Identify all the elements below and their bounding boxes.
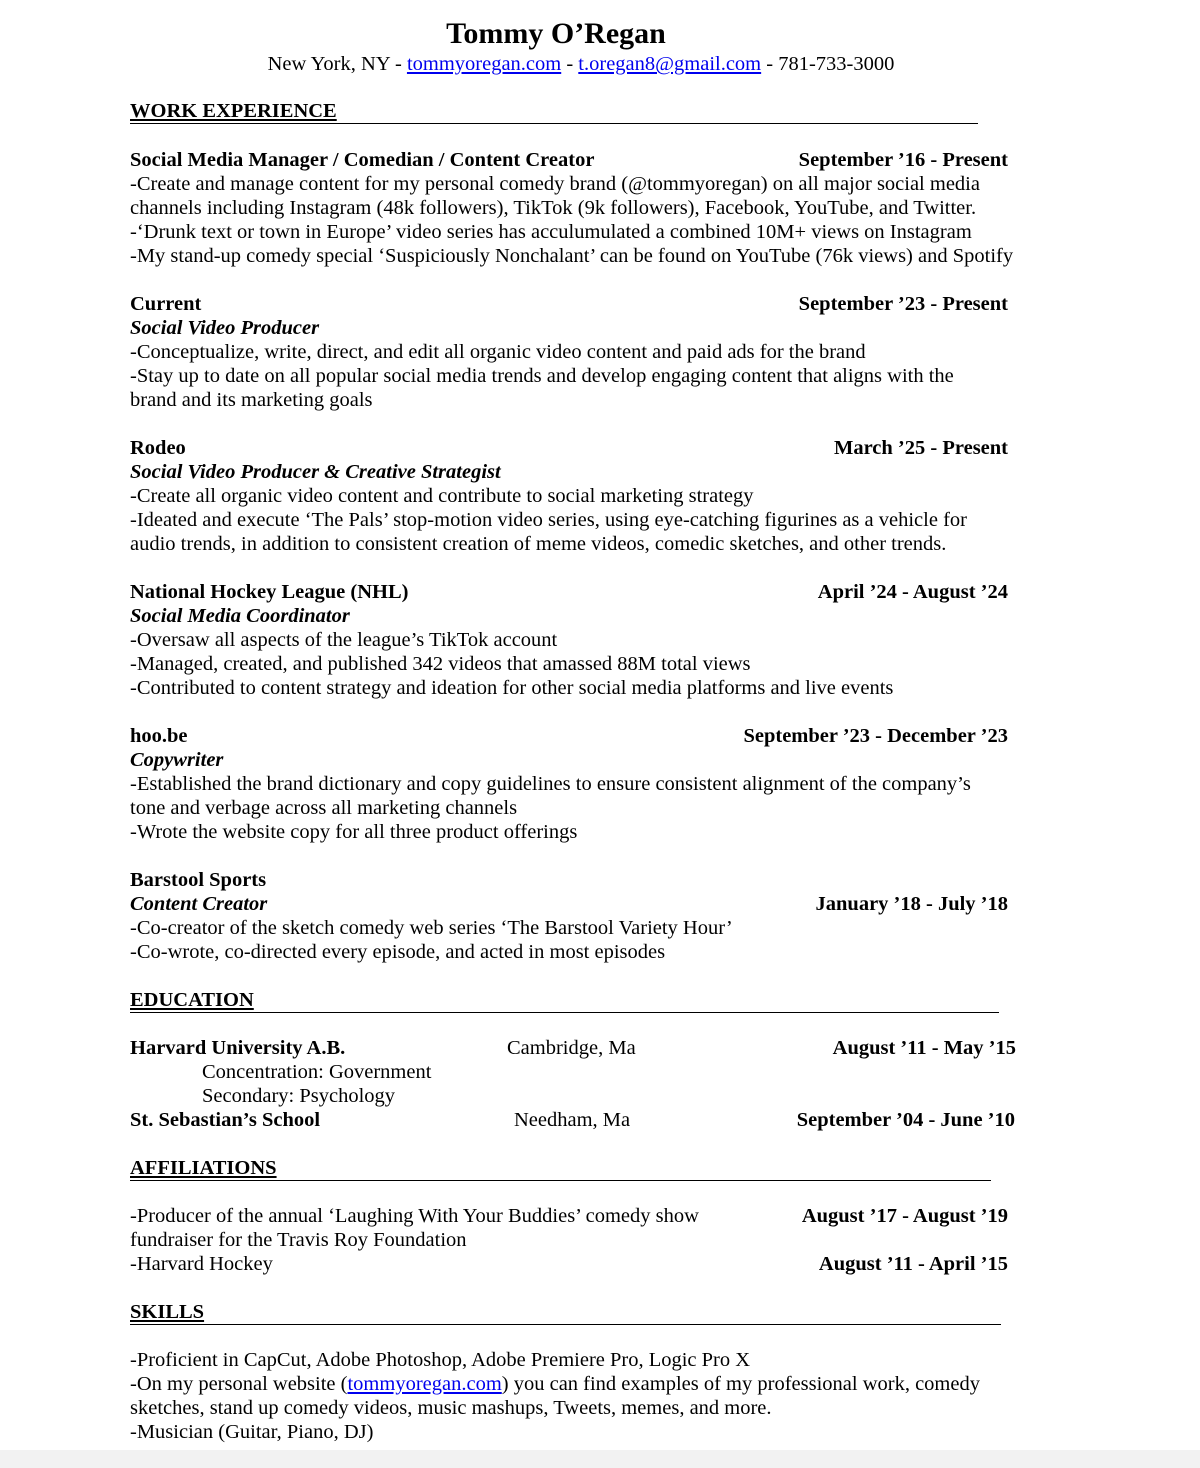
- job-company: Barstool Sports: [130, 869, 267, 891]
- school-detail: Concentration: Government: [202, 1061, 432, 1083]
- job-title: Social Video Producer: [130, 317, 320, 339]
- job-title: Content Creator: [130, 893, 268, 915]
- website-link[interactable]: tommyoregan.com: [347, 1373, 502, 1395]
- skills-text: ) you can find examples of my professional work, comedy: [501, 1373, 980, 1395]
- skills-line: -Musician (Guitar, Piano, DJ): [130, 1421, 374, 1443]
- candidate-name: Tommy O’Regan: [446, 17, 666, 50]
- separator: -: [389, 53, 407, 75]
- location: New York, NY: [267, 53, 390, 75]
- job-dates: January ’18 - July ’18: [815, 893, 1008, 915]
- job-bullet: -Co-wrote, co-directed every episode, and acted in most episodes: [130, 941, 666, 963]
- job-dates: September ’23 - Present: [798, 293, 1008, 315]
- section-heading-education: EDUCATION: [130, 988, 999, 1013]
- job-bullet: -Ideated and execute ‘The Pals’ stop-motion video series, using eye-catching figurines as a vehicle for: [130, 509, 967, 531]
- contact-line: [0, 52, 1162, 76]
- school-dates: September ’04 - June ’10: [796, 1109, 1015, 1131]
- section-heading-work: WORK EXPERIENCE: [130, 99, 978, 124]
- job-company: National Hockey League (NHL): [130, 581, 409, 603]
- job-bullet: -My stand-up comedy special ‘Suspiciously Nonchalant’ can be found on YouTube (76k views) and Spotify: [130, 245, 1014, 267]
- job-bullet: -Established the brand dictionary and copy guidelines to ensure consistent alignment of the company’s: [130, 773, 971, 795]
- section-heading-affiliations: AFFILIATIONS: [130, 1156, 991, 1181]
- job-bullet: -Wrote the website copy for all three product offerings: [130, 821, 578, 843]
- job-company: hoo.be: [130, 725, 188, 747]
- viewer-bottom-edge: [0, 1450, 1200, 1468]
- skills-text: -On my personal website (: [130, 1373, 348, 1395]
- affiliation-line: -Harvard Hockey: [130, 1253, 273, 1275]
- job-bullet: channels including Instagram (48k followers), TikTok (9k followers), Facebook, YouTube, and Twitter.: [130, 197, 977, 219]
- job-bullet: -Managed, created, and published 342 videos that amassed 88M total views: [130, 653, 751, 675]
- job-bullet: -Conceptualize, write, direct, and edit all organic video content and paid ads for the brand: [130, 341, 866, 363]
- skills-line: [130, 1372, 980, 1396]
- skills-line: sketches, stand up comedy videos, music mashups, Tweets, memes, and more.: [130, 1397, 772, 1419]
- email-link[interactable]: t.oregan8@gmail.com: [578, 53, 762, 75]
- job-company: Social Media Manager / Comedian / Content Creator: [130, 149, 595, 171]
- school-place: Needham, Ma: [514, 1109, 631, 1131]
- school-name: St. Sebastian’s School: [130, 1109, 321, 1131]
- job-company: Rodeo: [130, 437, 186, 459]
- school-dates: August ’11 - May ’15: [832, 1037, 1016, 1059]
- job-bullet: -Create and manage content for my personal comedy brand (@tommyoregan) on all major social media: [130, 173, 980, 195]
- school-detail: Secondary: Psychology: [202, 1085, 396, 1107]
- job-bullet: -Co-creator of the sketch comedy web series ‘The Barstool Variety Hour’: [130, 917, 733, 939]
- job-title: Social Media Coordinator: [130, 605, 350, 627]
- affiliation-dates: August ’11 - April ’15: [818, 1253, 1008, 1275]
- job-bullet: -Contributed to content strategy and ideation for other social media platforms and live events: [130, 677, 894, 699]
- school-place: Cambridge, Ma: [507, 1037, 636, 1059]
- job-dates: September ’16 - Present: [798, 149, 1008, 171]
- job-bullet: -Oversaw all aspects of the league’s TikTok account: [130, 629, 558, 651]
- separator: -: [761, 53, 779, 75]
- separator: -: [561, 53, 579, 75]
- affiliation-line: fundraiser for the Travis Roy Foundation: [130, 1229, 467, 1251]
- job-bullet: -‘Drunk text or town in Europe’ video series has acculumulated a combined 10M+ views on Instagram: [130, 221, 972, 243]
- job-dates: April ’24 - August ’24: [817, 581, 1008, 603]
- section-heading-skills: SKILLS: [130, 1300, 1001, 1325]
- website-link[interactable]: tommyoregan.com: [406, 53, 562, 75]
- job-bullet: -Create all organic video content and contribute to social marketing strategy: [130, 485, 754, 507]
- school-name: Harvard University A.B.: [130, 1037, 346, 1059]
- job-dates: March ’25 - Present: [833, 437, 1008, 459]
- affiliation-dates: August ’17 - August ’19: [801, 1205, 1008, 1227]
- job-bullet: -Stay up to date on all popular social media trends and develop engaging content that aligns with the: [130, 365, 954, 387]
- job-title: Social Video Producer & Creative Strategist: [130, 461, 501, 483]
- job-title: Copywriter: [130, 749, 224, 771]
- affiliation-line: -Producer of the annual ‘Laughing With Your Buddies’ comedy show: [130, 1205, 699, 1227]
- phone-number: 781-733-3000: [778, 53, 895, 75]
- job-company: Current: [130, 293, 202, 315]
- job-dates: September ’23 - December ’23: [743, 725, 1008, 747]
- skills-line: -Proficient in CapCut, Adobe Photoshop, Adobe Premiere Pro, Logic Pro X: [130, 1349, 751, 1371]
- job-bullet: audio trends, in addition to consistent creation of meme videos, comedic sketches, and other trends.: [130, 533, 947, 555]
- job-bullet: brand and its marketing goals: [130, 389, 373, 411]
- job-bullet: tone and verbage across all marketing channels: [130, 797, 518, 819]
